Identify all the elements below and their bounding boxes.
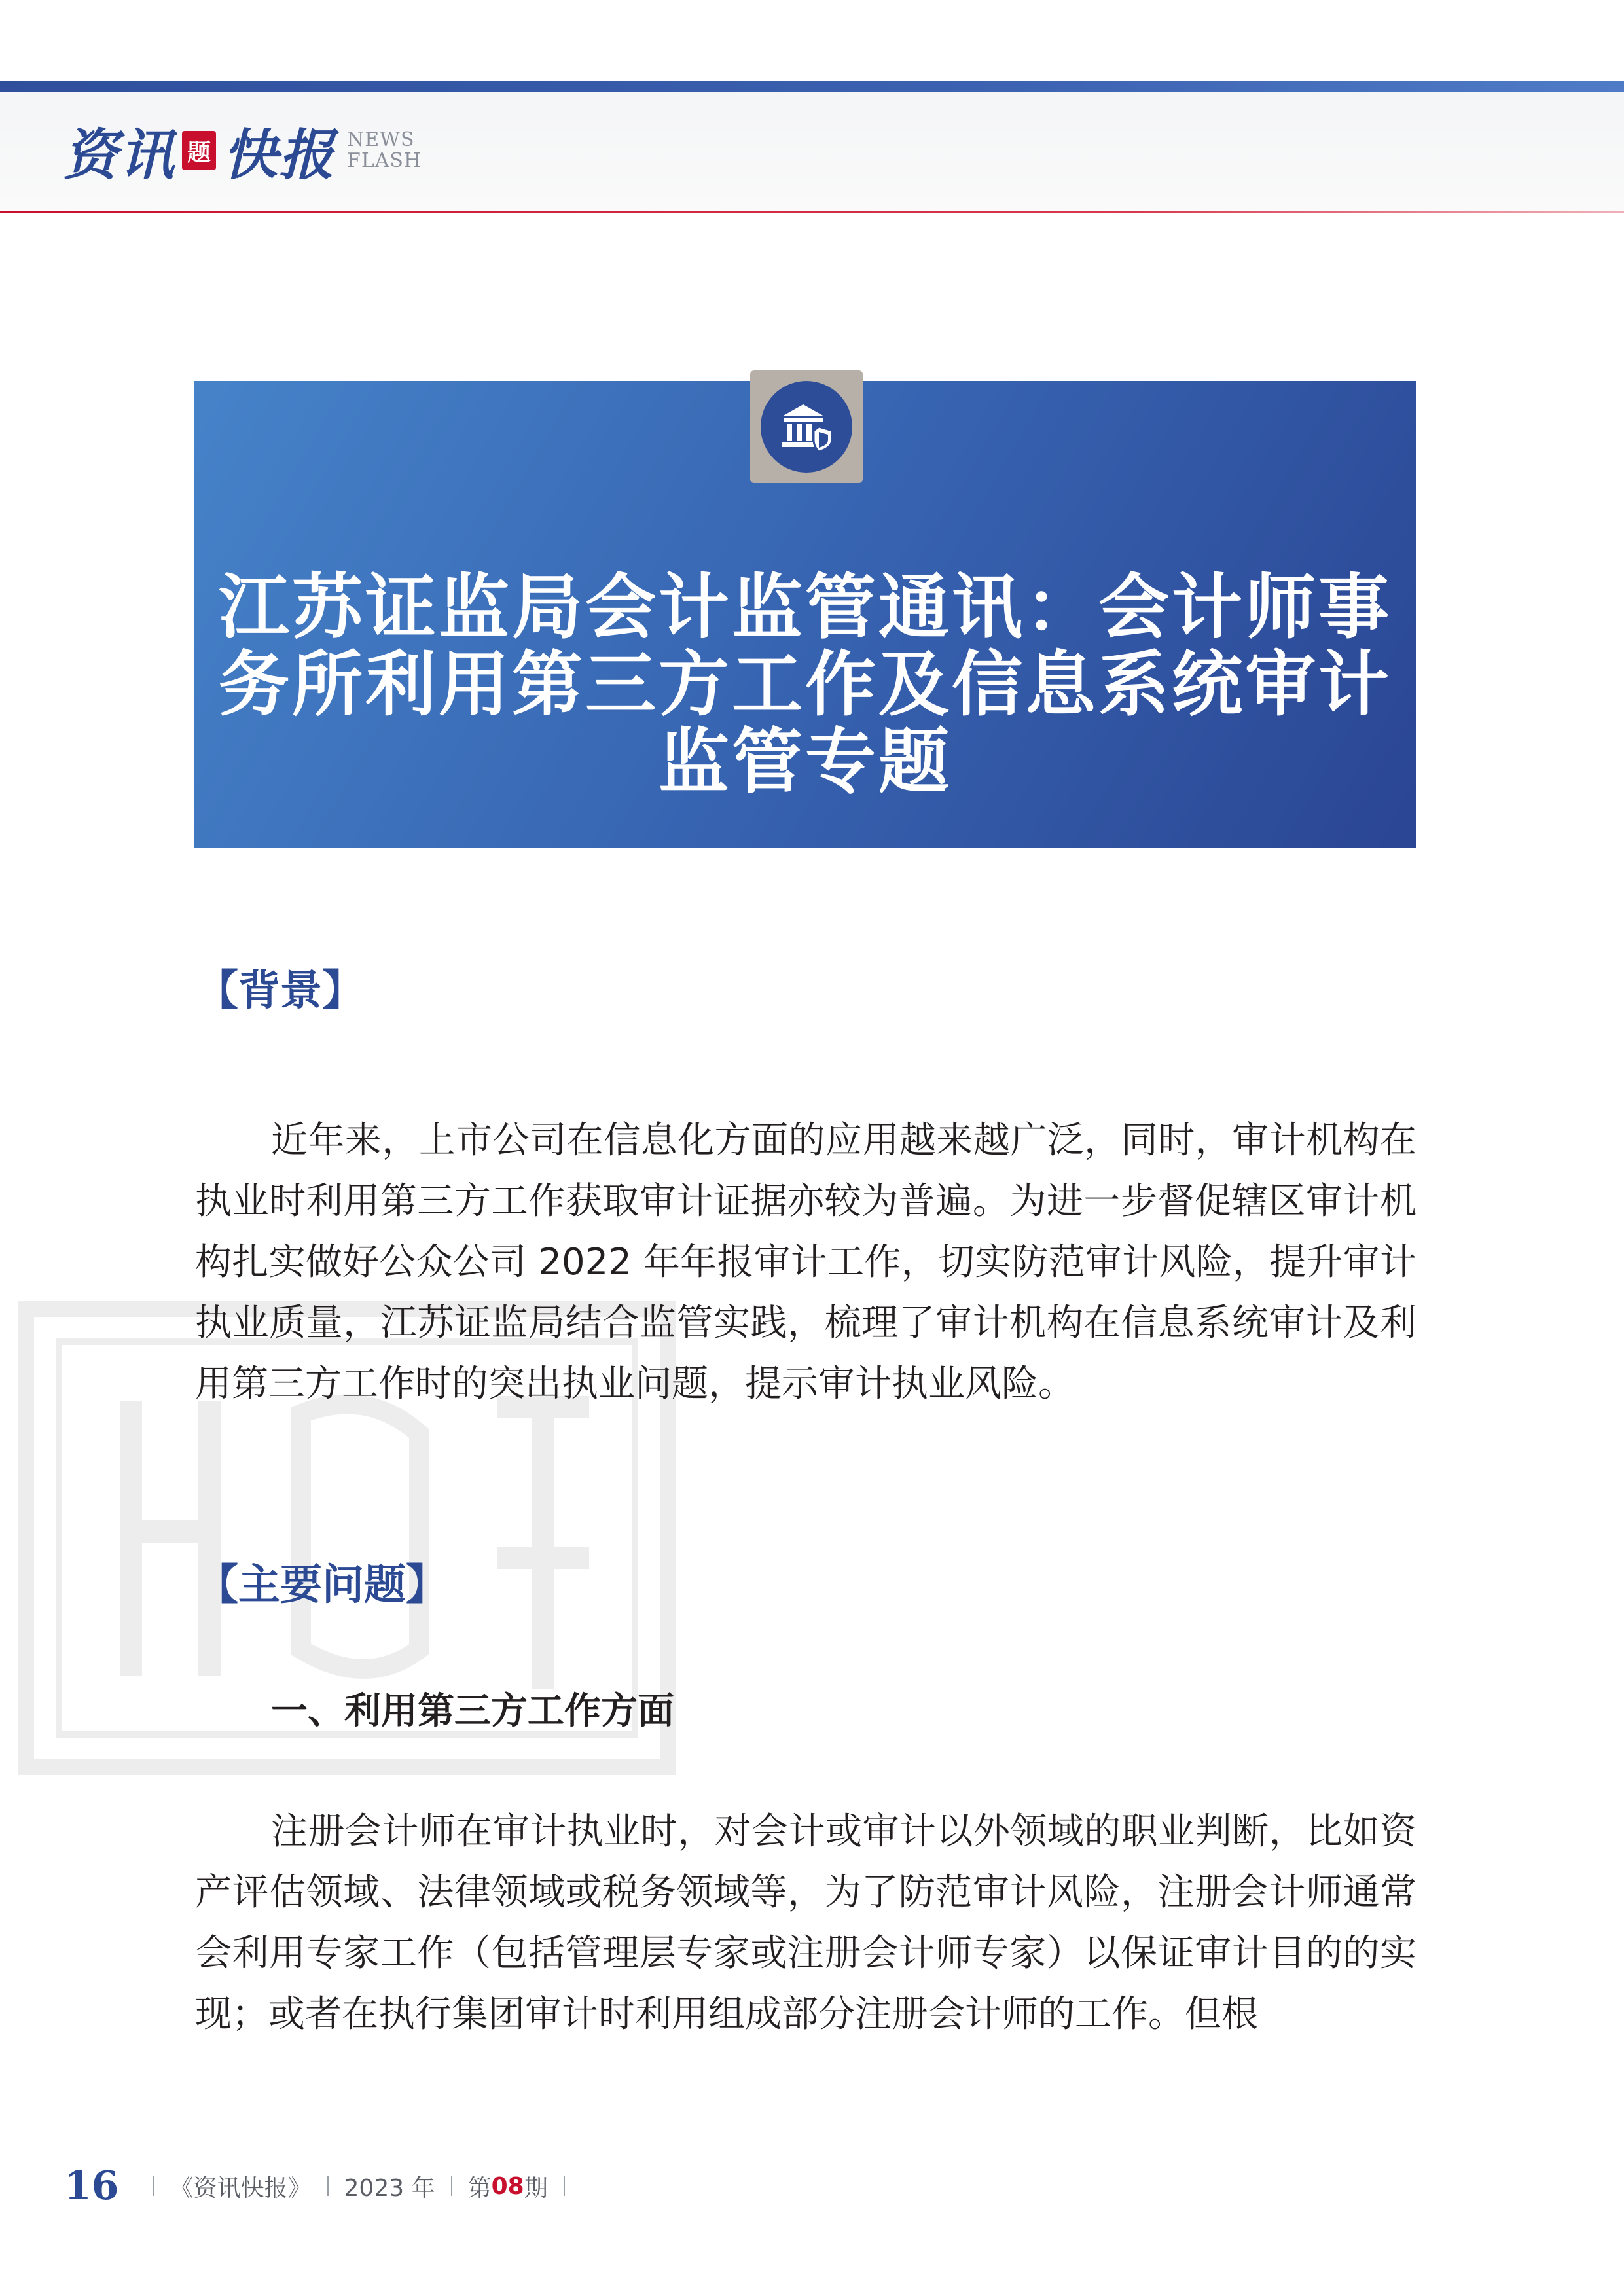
masthead-english <box>347 130 422 171</box>
footer-divider <box>327 2176 329 2196</box>
issue-1-paragraph: 注册会计师在审计执业时，对会计或审计以外领域的职业判断，比如资产评估领域、法律领域或税务领域等，为了防范审计风险，注册会计师通常会利用专家工作（包括管理层专家或注册会计师专家）以保证审计目的的实现；或者在执行集团审计时利用组成部分注册会计师的工作。但根 <box>195 1810 1416 2036</box>
bank-shield-icon <box>777 401 836 453</box>
issue-prefix: 第 <box>467 2174 492 2202</box>
article-title: 江苏证监局会计监管通讯：会计师事务所利用第三方工作及信息系统审计监管专题 <box>218 567 1392 803</box>
publication-name: 《资讯快报》 <box>170 2174 312 2202</box>
page-footer <box>64 2161 581 2211</box>
background-paragraph: 近年来，上市公司在信息化方面的应用越来越广泛，同时，审计机构在执业时利用第三方工作获取审计证据亦较为普遍。为进一步督促辖区审计机构扎实做好公众公司 2022 年年报审计工作，切实防范审计风险，提升审计执业质量，江苏证监局结合监管实践，梳理了审计机构在信息系统审计及利用第三方工作时的突出执业问题，提示审计执业风险。 <box>195 1119 1416 1405</box>
masthead-en-news: NEWS <box>347 128 415 151</box>
footer-divider <box>564 2176 565 2196</box>
issue-number: 08 <box>491 2172 524 2200</box>
issue-year: 2023 年 <box>344 2174 435 2202</box>
masthead-title-right: 快报 <box>223 122 336 187</box>
badge-circle <box>761 381 852 473</box>
issue-1-heading: 一、利用第三方工作方面 <box>271 1690 674 1732</box>
main-issues-heading: 【主要问题】 <box>196 1561 448 1609</box>
issue-suffix: 期 <box>524 2174 548 2202</box>
masthead-en-flash: FLASH <box>347 149 422 172</box>
banner-badge <box>750 370 863 483</box>
footer-divider <box>451 2176 452 2196</box>
page-number: 16 <box>64 2163 119 2209</box>
header-top-rule <box>0 81 1624 92</box>
footer-divider <box>153 2176 154 2196</box>
masthead-title-left: 资讯 <box>63 122 176 187</box>
header-red-line <box>0 211 1624 213</box>
masthead-seal: 题 <box>182 131 216 170</box>
background-heading: 【背景】 <box>196 967 364 1015</box>
masthead <box>63 111 422 190</box>
